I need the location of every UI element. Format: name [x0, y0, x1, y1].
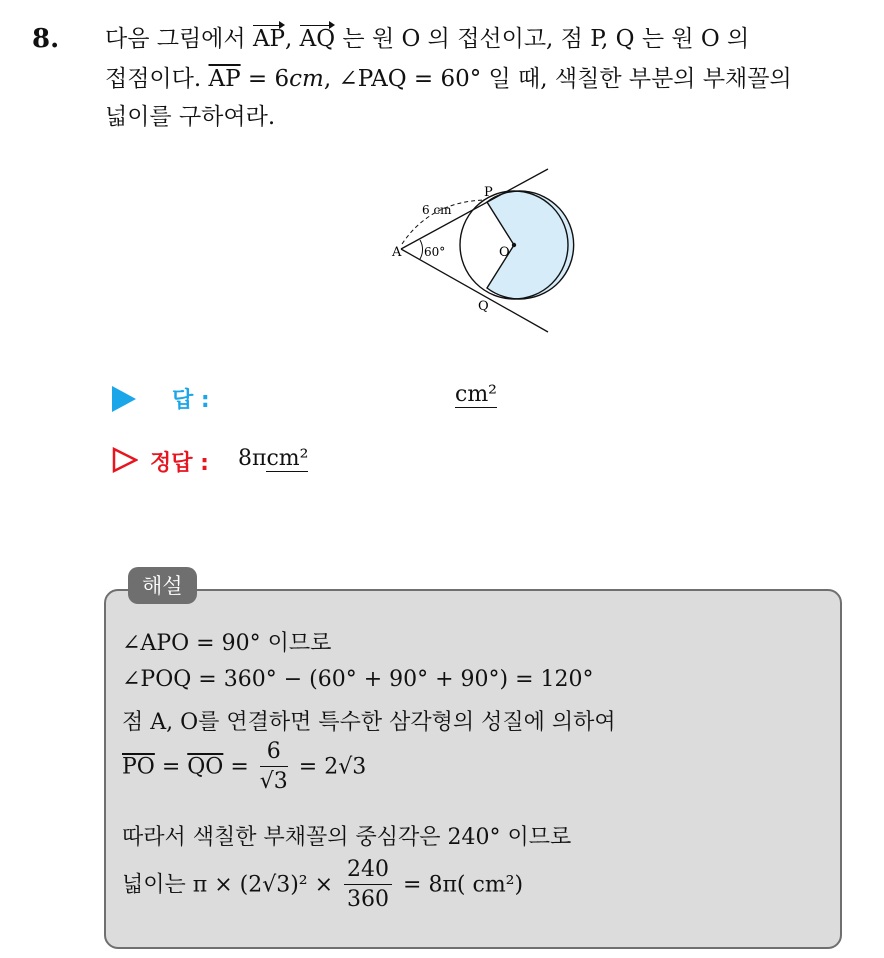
question-number: 8.: [32, 24, 60, 54]
unit-cm: cm: [289, 66, 324, 92]
label-q: Q: [478, 299, 489, 314]
equals: =: [223, 754, 256, 780]
angle-arc: [420, 240, 423, 259]
fraction: [344, 856, 392, 915]
numerator: 6: [260, 738, 288, 767]
explanation-line-6: [122, 856, 523, 915]
segment-po: $\overline{PO}$: [122, 754, 155, 780]
explanation-line-2: ∠POQ = 360° − (60° + 90° + 90°) = 120°: [122, 667, 594, 692]
explanation-line-1: ∠APO = 90° 이므로: [122, 631, 332, 656]
question-text: 접점이다.: [105, 66, 209, 92]
correct-label: 정답 :: [150, 451, 209, 476]
explanation-line-5: 따라서 색칠한 부채꼴의 중심각은 240° 이므로: [122, 825, 572, 850]
question-comma: ,: [285, 26, 300, 52]
label-angle: 60°: [424, 245, 446, 259]
question-line-2: [105, 64, 792, 94]
correct-unit: cm²: [266, 446, 309, 471]
question-line-3: 넓이를 구하여라.: [105, 104, 276, 130]
answer-label: 답 :: [172, 388, 210, 413]
answer-arrow-icon: [112, 386, 136, 412]
vector-ap: AP: [252, 26, 286, 52]
vector-aq: AQ: [299, 26, 336, 52]
correct-number: 8π: [238, 446, 267, 471]
result: = 2√3: [291, 754, 367, 780]
equals: =: [154, 754, 188, 780]
answer-unit[interactable]: cm²: [455, 382, 498, 407]
geometry-figure: [380, 162, 580, 342]
center-point: [512, 243, 516, 247]
segment-ap: $\overline{AP}$: [208, 66, 241, 92]
explanation-line-3: 점 A, O를 연결하면 특수한 삼각형의 성질에 의하여: [122, 710, 616, 735]
numerator: 240: [344, 856, 392, 885]
label-a: A: [392, 245, 402, 260]
question-line-1: [105, 24, 749, 54]
area-expression: 넓이는 π × (2√3)² ×: [122, 872, 341, 898]
label-p: P: [484, 185, 493, 200]
correct-arrow-icon: [112, 447, 138, 473]
fraction: [260, 738, 288, 797]
question-text: , ∠PAQ = 60° 일 때, 색칠한 부분의 부채꼴의: [323, 66, 792, 92]
label-o: O: [499, 245, 510, 260]
explanation-tag: 해설: [128, 567, 197, 604]
question-text: 다음 그림에서: [105, 26, 253, 52]
denominator: 360: [347, 887, 390, 912]
result: = 8π( cm²): [396, 872, 524, 898]
label-length: 6 cm: [422, 203, 452, 217]
explanation-line-4: [122, 738, 366, 797]
denominator: √3: [259, 769, 288, 794]
question-text: = 6: [240, 66, 290, 92]
segment-qo: $\overline{QO}$: [187, 754, 224, 780]
question-text: 는 원 O 의 접선이고, 점 P, Q 는 원 O 의: [335, 26, 750, 52]
correct-value: [238, 446, 308, 471]
